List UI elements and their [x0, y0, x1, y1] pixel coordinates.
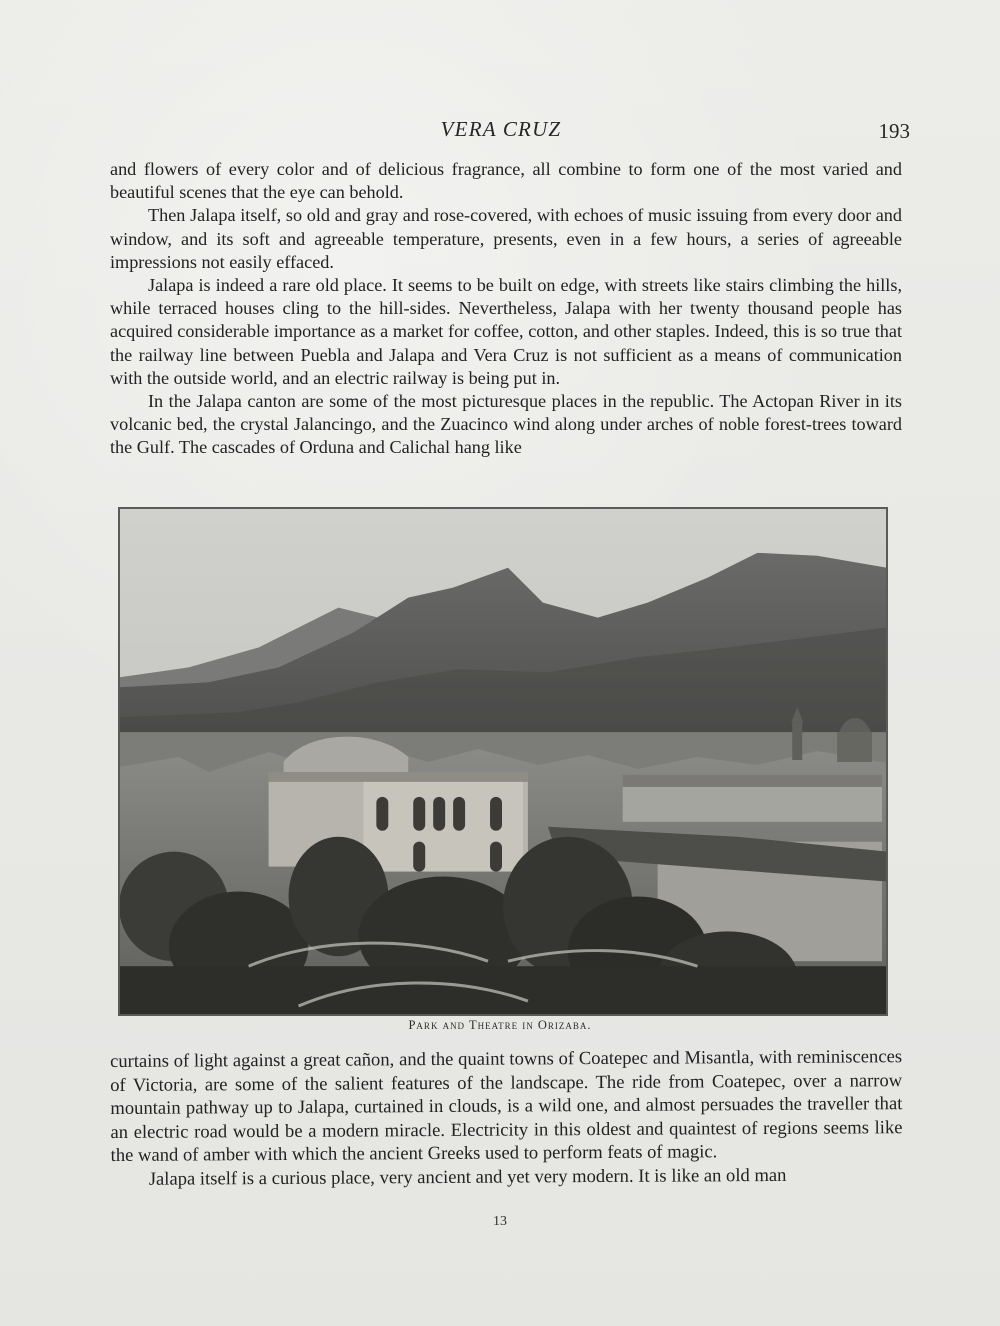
paragraph: Jalapa is indeed a rare old place. It seems to be built on edge, with streets like stairs climbing the hills, while terraced houses cling to the hill-sides. Nevertheless, Jalapa with her twenty thousand people has acquired considerable importance as a market for coffee, cotton, and other staples. Indeed, this is so true that the railway line between Puebla and Jalapa and Vera Cruz is not sufficient as a means of communication with the outside world, and an electric railway is being put in. [110, 275, 902, 388]
paragraph: Then Jalapa itself, so old and gray and rose-covered, with echoes of music issuing from every door and window, and its soft and agreeable temperature, presents, even in a few hours, a series of agreeable impressions not easily effaced. [110, 205, 902, 272]
top-text-block [110, 158, 902, 460]
bottom-text-block [110, 1045, 903, 1191]
paragraph: In the Jalapa canton are some of the most picturesque places in the republic. The Actopan River in its volcanic bed, the crystal Jalancingo, and the Zuacinco wind along under arches of noble forest-trees toward the Gulf. The cascades of Orduna and Calichal hang like [110, 391, 902, 458]
running-head [0, 117, 1000, 145]
paragraph: and flowers of every color and of delicious fragrance, all combine to form one of the most varied and beautiful scenes that the eye can behold. [110, 159, 902, 203]
orizaba-photograph [118, 507, 888, 1016]
photo-illustration [119, 508, 887, 1015]
paragraph: curtains of light against a great cañon, and the quaint towns of Coatepec and Misantla, with reminiscences of Victoria, are some of the salient features of the landscape. The ride from Coatepec, over a narrow mountain pathway up to Jalapa, curtained in clouds, is a wild one, and almost persuades the traveller that an electric road would be a modern miracle. Electricity in this oldest and quaintest of regions seems like the wand of amber with which the ancient Greeks used to perform feats of magic. [110, 1046, 903, 1167]
paragraph: Jalapa itself is a curious place, very ancient and yet very modern. It is like an old man [148, 1164, 787, 1190]
running-title: VERA CRUZ [440, 117, 562, 141]
page-number: 193 [878, 119, 910, 143]
figure-caption: Park and Theatre in Orizaba. [408, 1018, 592, 1032]
signature-mark: 13 [493, 1214, 507, 1229]
